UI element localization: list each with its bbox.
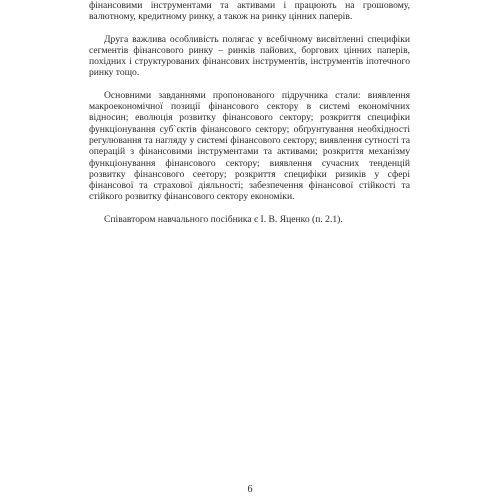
paragraph-4: Співавтором навчального посібника є І. В. Яценко (п. 2.1). xyxy=(104,213,343,225)
body-text xyxy=(89,0,410,225)
paragraph-2: Друга важлива особливість полягає у всебічному висвітленні специфіки сегментів фінансового ринку – ринків пайових, боргових цінних паперів, похідних і структурованих фінансових інструментів, інструментів іпотечного ринку тощо. xyxy=(89,33,410,79)
page-number: 6 xyxy=(247,484,253,495)
paragraph-1: фінансовими інструментами та активами і працюють на грошовому, валютному, кредитному ринку, а також на ринку цінних паперів. xyxy=(89,0,410,23)
paragraph-3: Основними завданнями пропонованого підручника стали: виявлення макроекономічної позиції фінансового сектору в системі економічних відносин; еволюція розвитку фінансового сектору; розкриття специфіки функціонування суб`єктів фінансового сектору; обґрунтування необхідності регулювання та нагляду у системі фінансового сектору; виявлення сутності та операцій з фінансовими інструментами та активами; розкриття механізму функціонування фінансового сектору; виявлення сучасних тенденцій розвитку фінансового сеетору; розкриття специфіки ризиків у сфері фінансової та страхової діяльності; забезпечення фінансової стійкості та стійкого розвитку фінансового сектору економіки. xyxy=(89,89,410,203)
